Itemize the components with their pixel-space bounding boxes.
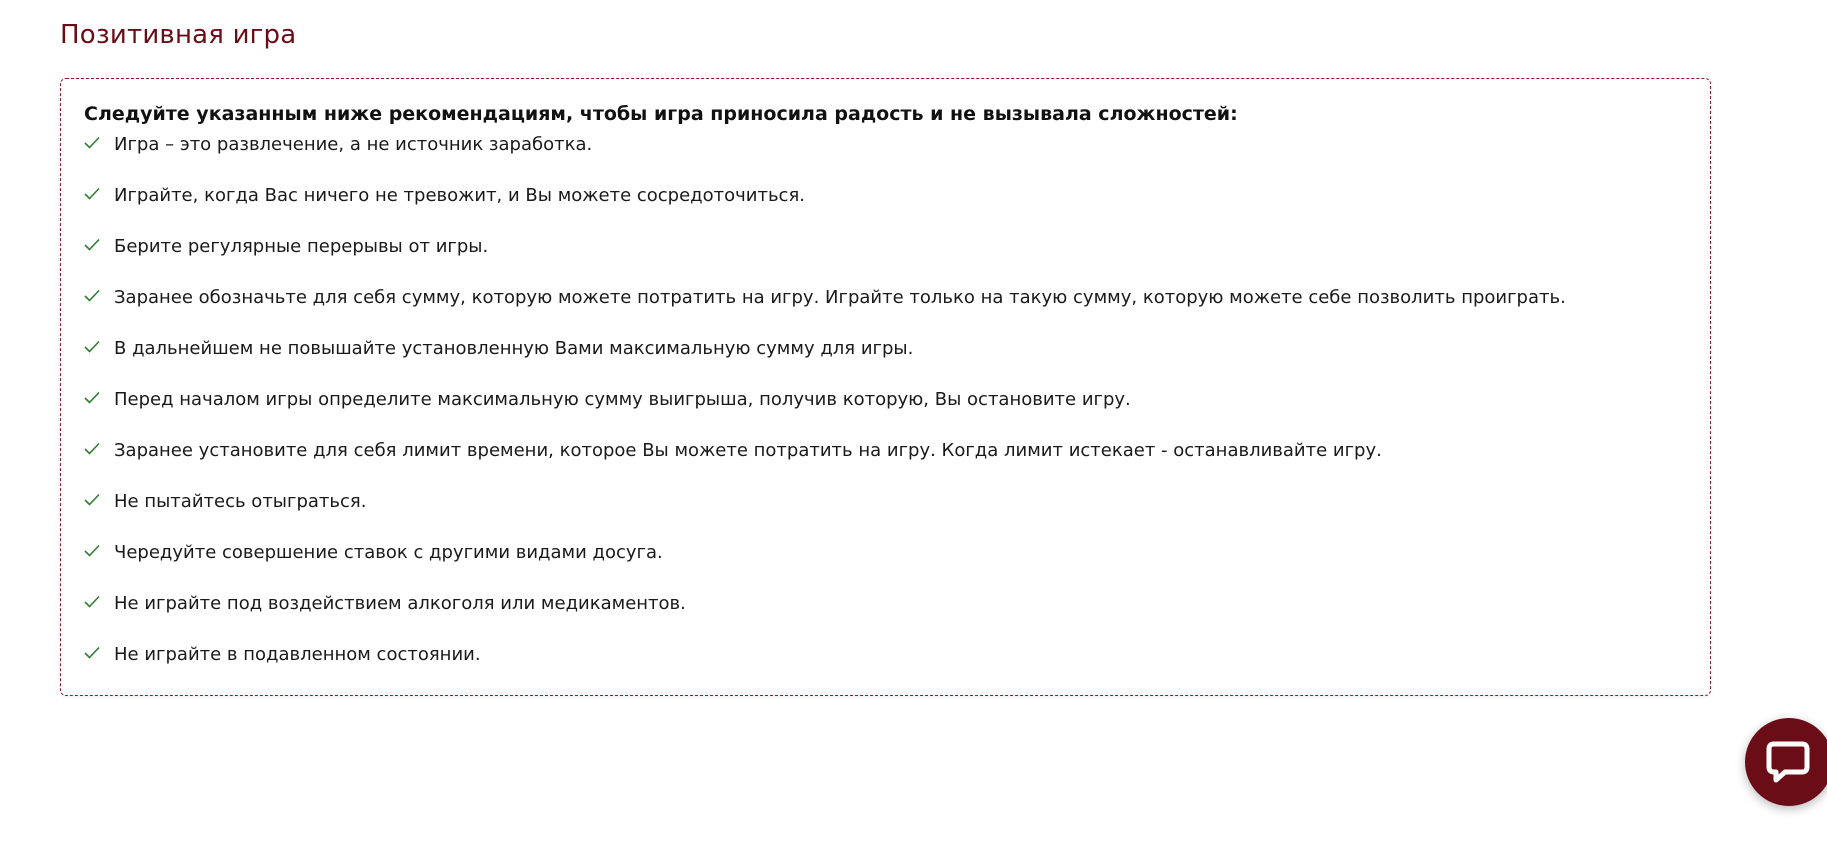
- rule-text: Чередуйте совершение ставок с другими видами досуга.: [114, 542, 663, 563]
- check-icon: [84, 338, 114, 360]
- chat-button[interactable]: [1745, 718, 1827, 806]
- rule-item: [84, 185, 1687, 236]
- check-icon: [84, 287, 114, 309]
- rule-text: Берите регулярные перерывы от игры.: [114, 236, 489, 257]
- rule-item: [84, 134, 1687, 185]
- rule-text: Не играйте под воздействием алкоголя или медикаментов.: [114, 593, 686, 614]
- check-icon: [84, 593, 114, 615]
- check-icon: [84, 440, 114, 462]
- rule-text: Играйте, когда Вас ничего не тревожит, и Вы можете сосредоточиться.: [114, 185, 805, 206]
- rule-text: В дальнейшем не повышайте установленную Вами максимальную сумму для игры.: [114, 338, 914, 359]
- rule-item: [84, 389, 1687, 440]
- rule-text: Игра – это развлечение, а не источник заработка.: [114, 134, 593, 155]
- rule-text: Не играйте в подавленном состоянии.: [114, 644, 481, 665]
- page-title: Позитивная игра: [60, 20, 297, 50]
- rule-item: [84, 236, 1687, 287]
- rule-item: [84, 593, 1687, 644]
- check-icon: [84, 491, 114, 513]
- check-icon: [84, 542, 114, 564]
- rules-list: [84, 134, 1687, 695]
- rule-item: [84, 491, 1687, 542]
- check-icon: [84, 389, 114, 411]
- rule-text: Заранее установите для себя лимит времени, которое Вы можете потратить на игру. Когда лимит истекает - останавливайте игру.: [114, 440, 1382, 461]
- rule-item: [84, 287, 1687, 338]
- rule-item: [84, 644, 1687, 695]
- rule-text: Не пытайтесь отыграться.: [114, 491, 367, 512]
- rule-item: [84, 542, 1687, 593]
- rule-text: Заранее обозначьте для себя сумму, которую можете потратить на игру. Играйте только на такую сумму, которую можете себе позволить проиграть.: [114, 287, 1566, 308]
- recommendations-intro: Следуйте указанным ниже рекомендациям, чтобы игра приносила радость и не вызывала сложностей:: [84, 103, 1238, 125]
- check-icon: [84, 134, 114, 156]
- check-icon: [84, 185, 114, 207]
- check-icon: [84, 644, 114, 666]
- rule-item: [84, 440, 1687, 491]
- recommendations-panel: [60, 78, 1711, 696]
- rule-text: Перед началом игры определите максимальную сумму выигрыша, получив которую, Вы остановите игру.: [114, 389, 1131, 410]
- check-icon: [84, 236, 114, 258]
- rule-item: [84, 338, 1687, 389]
